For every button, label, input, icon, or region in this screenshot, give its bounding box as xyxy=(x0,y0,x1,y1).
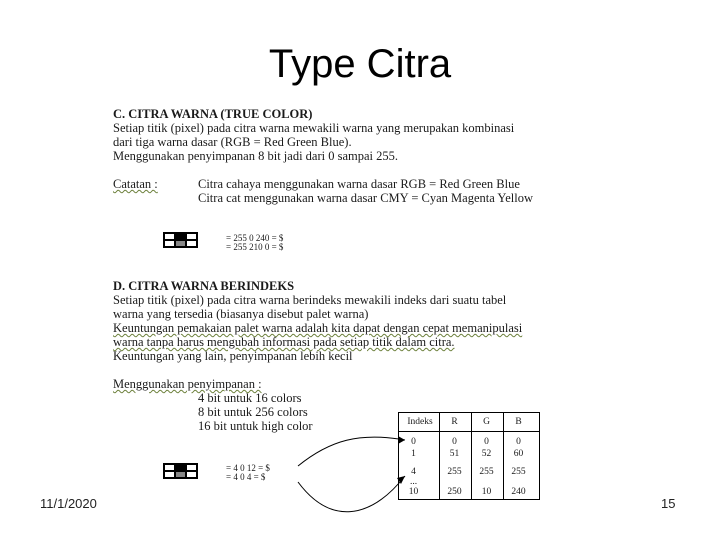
storage-item-1: 4 bit untuk 16 colors xyxy=(198,391,302,405)
table-cell: 0 xyxy=(484,437,489,447)
table-cell: 1 xyxy=(411,449,416,459)
section-d-heading: D. CITRA WARNA BERINDEKS xyxy=(113,279,295,293)
table-cell: ... xyxy=(409,477,418,487)
table-cell: 0 xyxy=(411,437,416,447)
section-c-heading: C. CITRA WARNA (TRUE COLOR) xyxy=(113,107,313,121)
table-cell: 10 xyxy=(408,487,419,497)
table-cell: 4 xyxy=(411,467,416,477)
table-cell: 0 xyxy=(452,437,457,447)
palette-table xyxy=(398,412,540,500)
example-d-row-1: = 4 0 12 = $ xyxy=(226,463,270,473)
table-cell: 51 xyxy=(449,449,460,459)
example-c-row-1: = 255 0 240 = $ xyxy=(226,233,284,243)
table-cell: 60 xyxy=(513,449,524,459)
slide-title: Type Citra xyxy=(268,42,452,86)
arrow-to-table-top xyxy=(298,437,405,466)
slide-date: 11/1/2020 xyxy=(40,496,97,511)
table-header-indeks: Indeks xyxy=(407,417,433,427)
table-cell: 255 xyxy=(447,467,462,477)
section-d-line-1: Setiap titik (pixel) pada citra warna berindeks mewakili indeks dari suatu tabel xyxy=(113,293,507,307)
table-header-r: R xyxy=(451,417,458,427)
table-cell: 255 xyxy=(511,467,526,477)
section-c-line-3: Menggunakan penyimpanan 8 bit jadi dari 0 sampai 255. xyxy=(113,149,399,163)
section-c-line-1: Setiap titik (pixel) pada citra warna mewakili warna yang merupakan kombinasi xyxy=(113,121,515,135)
table-cell: 10 xyxy=(481,487,492,497)
arrow-to-table-bottom xyxy=(298,476,405,512)
note-line-1: Citra cahaya menggunakan warna dasar RGB = Red Green Blue xyxy=(198,177,520,191)
table-cell: 240 xyxy=(511,487,526,497)
section-d-line-4: warna tanpa harus mengubah informasi pada setiap titik dalam citra. xyxy=(113,335,455,349)
storage-item-3: 16 bit untuk high color xyxy=(198,419,313,433)
table-header-b: B xyxy=(515,417,522,427)
table-cell: 0 xyxy=(516,437,521,447)
table-header-g: G xyxy=(483,417,490,427)
note-line-2: Citra cat menggunakan warna dasar CMY = Cyan Magenta Yellow xyxy=(198,191,533,205)
table-cell: 52 xyxy=(481,449,492,459)
section-d-line-3: Keuntungan pemakaian palet warna adalah kita dapat dengan cepat memanipulasi xyxy=(113,321,523,335)
example-c-row-2: = 255 210 0 = $ xyxy=(226,242,284,252)
example-d-row-2: = 4 0 4 = $ xyxy=(226,472,266,482)
note-label: Catatan : xyxy=(113,177,158,191)
section-d-line-2: warna yang tersedia (biasanya disebut palet warna) xyxy=(113,307,369,321)
table-cell: 250 xyxy=(447,487,462,497)
slide-page-number: 15 xyxy=(661,496,676,511)
table-cell: 255 xyxy=(479,467,494,477)
section-c-line-2: dari tiga warna dasar (RGB = Red Green Blue). xyxy=(113,135,352,149)
section-d-line-5: Keuntungan yang lain, penyimpanan lebih kecil xyxy=(113,349,353,363)
storage-item-2: 8 bit untuk 256 colors xyxy=(198,405,308,419)
storage-label: Menggunakan penyimpanan : xyxy=(113,377,262,391)
